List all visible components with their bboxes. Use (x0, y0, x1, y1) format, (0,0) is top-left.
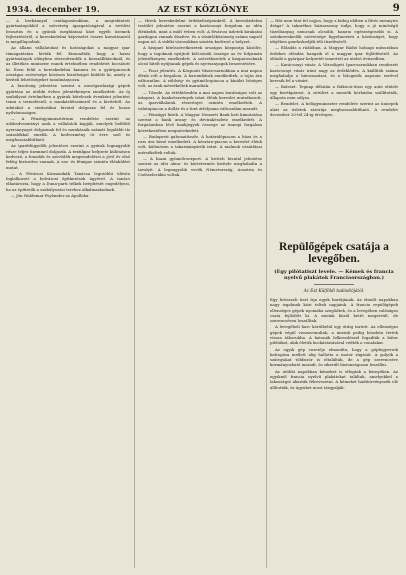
headline-divider (314, 284, 354, 285)
article-paragraph: Az egyik gép vezetője elmondta, hogy a gépfegyverek kattogása mellett alig hallotta a motor zúgását. A golyók a szárnyakat többször is eltalálták, de a gép szerencsére kormányozható maradt, és sikerült biztonságosan leszállni. (270, 346, 398, 368)
col2-paragraph: — Hírek kereskedelmi érdekeltségeinkről. A kereskedelmi testület jelentése szerint a karácsonyi forgalom az idén élénkebb, mint a múlt évben volt. A fővárosi üzletek kirakatai gazdagon vannak díszítve, és a vásárlóközönség száma napról napra nő. A vidéki városokban szintén kedvező a helyzet. (138, 18, 262, 45)
col2-paragraph: — Piaci jelentés. A Központi Vásárcsarnokban a mai napon élénk volt a forgalom. A baromfiárak emelkedtek, a tojás ára változatlan. A zöldség- és gyümölcspiacon a kínálat bőséges volt, az árak mérsékeltek maradtak. (138, 67, 262, 89)
col3-paragraph: — Rendelet. A belügyminiszter rendelete szerint az ünnepek alatt az üzletek zárórája meghosszabbítható. A rendelet december 20-tól 24-ig érvényes. (270, 101, 398, 117)
headline-byline: Az Est Külföldi tudósítójától. (303, 288, 365, 293)
header-date: 1934. december 19. (6, 4, 100, 14)
col3-paragraph: — Karácsonyi vásár. A Városligeti Iparcsarnokban rendezett karácsonyi vásár iránt nagy az érdeklődés. A kiállítók száma meghaladja a háromszázat, és a látogatók naponta ezrével keresik fel a vásárt. (270, 62, 398, 84)
header-rule (6, 15, 400, 16)
column-separator (266, 18, 267, 568)
header-title: AZ EST KÖZLÖNYE (157, 4, 249, 14)
col3-paragraph: — Baleset. Tegnap délután a Rákóczi-úton egy autó elütött egy kerékpárost. A sérültet a mentők kórházba szállították, állapota nem súlyos. (270, 84, 398, 100)
col2-paragraph: — A hazai gyümölcsexport. A kiviteli hivatal jelentése szerint az idei alma- és körtetermés kivitele meghaladta a tavalyit. A legnagyobb vevők Németország, Ausztria és Csehszlovákia voltak. (138, 156, 262, 177)
page-header (6, 3, 400, 15)
col1-paragraph: — A herkánnyal csatlagozásukban, a megtekintett gyártmányokból a szövetség igazgatóságával a területi beosztás és a gyárak megbízásai közt egyéb üzemek fejlesztéséről, a kereskedelmi képviselet összes kiosztásairól is megállapodtak. (6, 18, 130, 45)
col1-paragraph: — Jön Waldemar Psylander az Apollóba. (11, 193, 90, 198)
column-separator (134, 18, 135, 568)
col2-paragraph: — Budapesti gabonatőzsde. A határidőpiacon a búza és a rozs ára kissé emelkedett. A készáru-piacon a kereslet élénk volt, különösen a takarmányárúk iránt. A malmok vásárlásai mérsékeltek voltak. (138, 133, 262, 155)
col3-paragraph: — Előadás a rádióban. A Magyar Rádió holnapi műsorában érdekes előadás hangzik el a magyar ipar fejlődéséről. Az előadó a gyáripar helyzetét ismerteti az utolsó évtizedben. (270, 45, 398, 61)
col2-paragraph: — Pénzügyi hírek. A Magyar Nemzeti Bank heti kimutatása szerint a bank arany- és devizakészlete emelkedett. A forgalomban lévő bankjegyek összege az ünnepi forgalom következtében megnövekedett. (138, 111, 262, 133)
column-2 (138, 18, 262, 570)
page-number: 9 (392, 3, 400, 14)
col3-paragraph: — Hát nem tűnt fel vajjon, hogy a hideg időben a fűtés mennyire drága? A takarékos háziasszony tudja, hogy a jó minőségű tüzelőanyag nemcsak olcsóbb, hanem egészségesebb is. A szénkereskedők szövetsége figyelmezteti a közönséget, hogy idejében gondoskodjék téli tüzeléséről. (270, 18, 398, 45)
col1-paragraph: — A Fővárosi Közmunkák Tanácsa legutóbbi ülésén foglalkozott a belvárosi építkezések ügyével. A tanács elhatározta, hogy a Duna-parti telkek beépítését engedélyezi, ha az építtetők a szabályozási tervhez alkalmazkodnak. (6, 170, 130, 192)
column-1 (6, 18, 130, 570)
col1-paragraph: — A Pénzügyminisztérium rendelete szerint az adókedvezményt azok a vállalatok kapják, amelyek belföldi nyersanyagot dolgoznak fel és munkásaik számát legalább tíz százalékkal emelik. A kedvezmény öt évre szól és meghosszabbítható. (6, 116, 130, 143)
col2-paragraph: — Tőzsde. Az értéktőzsdén a mai napon barátságos volt az irányzat. A bankrészvények iránt élénk kereslet mutatkozott, az iparvállalatok részvényei szintén emelkedtek. A valutapiacon a dollár és a font árfolyama változatlan maradt. (138, 89, 262, 111)
col1-paragraph: Az állami vállalatokat és hatóságokat a magyar ipar támogatására hívták fel. Kimondták, hogy a hazai gyártmányok előnyben részesítendők a közszállításoknál, és az illetékes miniszter ennek értelmében rendeletet bocsátott ki. Ezen felül a kereskedelmi kamara és a gyáriparosok országos szövetsége közösen bizottságot küldött ki, amely a kiviteli lehetőségeket tanulmányozza. (6, 45, 130, 83)
col1-paragraph: A bizottság jelentése szerint a mezőgazdasági gépek gyártása az utóbbi évben jelentékenyen emelkedett. Az új szabályzat értelmében a gyárak kötelesek évenként jelentést tenni a termelésről, a munkáslétszámról és a kivitelről. Az adatokat a statisztikai hivatal dolgozza fel és hozza nyilvánosságra. (6, 83, 130, 115)
col1-paragraph: Az iparfelügyelők jelentései szerint a gyárak legnagyobb része teljes üzemmel dolgozik. A textilipar helyzete különösen kedvező, a fonodák és szövődék megrendelései a jövő év első feléig biztosítva vannak. A vas- és fémipar szintén élénkülést mutat. (6, 143, 130, 170)
column-3-top (270, 18, 398, 238)
col2-paragraph: A kisipari hitelszövetkezetek országos központja közölte, hogy a tagoknak nyújtott kölcsönök összege az év folyamán jelentékenyen emelkedett. A szövetkezetek a kisiparosoknak olcsó hitelt nyújtanak gépek és nyersanyagok beszerzésére. (138, 45, 262, 67)
headline-title: Repülőgépek csatája a levegőben. (279, 241, 389, 265)
column-3-article (270, 297, 398, 570)
headline-subtitle: (Egy pilótatiszt levele. — Kémek és francia nyelvű plakátok Franciaországban.) (274, 269, 394, 281)
article-paragraph: Az utóbbi napokban kémeket is elfogtak a környéken. Az egyiknél francia nyelvű plakátokat találtak, amelyekkel a lakosságot akarták félrevezetni. A kémeket haditörvényszék elé állították, és ügyüket most tárgyalják. (270, 368, 398, 390)
article-paragraph: A levegőbeli harc körülbelül egy óráig tartott. Az ellenséges gépek végül visszavonultak, a mieink pedig büszkén tértek vissza táborukba. A katonák lelkesedéssel fogadták a bátor pilótákat, akik életük kockáztatásával védték a vonalakat. (270, 324, 398, 346)
article-headline (270, 241, 398, 293)
article-paragraph: Egy brüsszeli tiszt írja egyik barátjának: Az elmúlt napokban nagy izgalmak közt teltek napjaink. A francia repülőgépek ellenséges gépek nyomába szegődtek, és a levegőben valóságos csata fejlődött ki. A mieink közül kettő megsérült, de szerencsésen leszálltak. (270, 297, 398, 324)
